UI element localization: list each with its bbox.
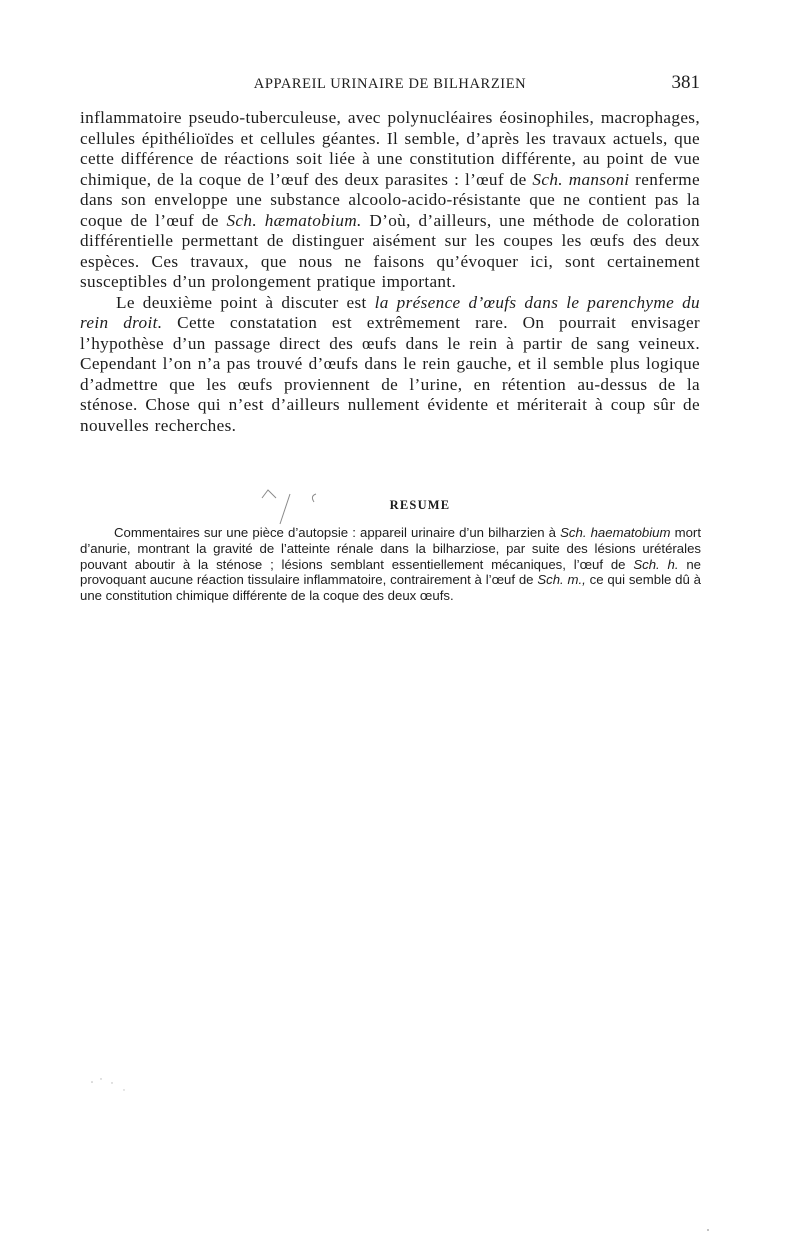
paragraph-1-italic-2: Sch. hæmatobium. bbox=[226, 210, 362, 230]
resume-summary bbox=[80, 525, 701, 604]
resume-text-1: Commentaires sur une pièce d’autopsie : appareil urinaire d’un bilharzien à bbox=[114, 525, 561, 540]
paragraph-1-text-2: renferme dans son enveloppe une substance alcoolo-acido-résistante que ne contient pas la coque de l’œuf de bbox=[80, 169, 700, 230]
running-head bbox=[80, 72, 700, 94]
paragraph-1-text-1: inflammatoire pseudo-tuberculeuse, avec polynucléaires éosinophiles, macrophages, cellules épithélioïdes et cellules géantes. Il semble, d’après les travaux actuels, que cette différence de réactions soit liée à une constitution différente, au point de vue chimique, de la coque de l’œuf des deux parasites : l’œuf de bbox=[80, 108, 700, 189]
speck bbox=[111, 1082, 112, 1083]
resume-heading: RESUME bbox=[389, 498, 451, 512]
speck bbox=[91, 1081, 93, 1083]
pencil-stroke-1 bbox=[262, 490, 276, 498]
speck bbox=[123, 1089, 124, 1090]
resume-text-3: ne provoquant aucune réaction tissulaire inflammatoire, contrairement à l’œuf de bbox=[80, 556, 701, 588]
paragraph-2-text-2: Cette constatation est extrêmement rare. On pourrait envisager l’hypothèse d’un passage direct des œufs dans le rein à partir de sang veineux. Cependant l’on n’a pas trouvé d’œufs dans le rein gauche, et il semble plus logique d’admettre que les œufs proviennent de l’urine, en rétention au-dessus de la sténose. Chose qui n’est d’ailleurs nullement évidente et mériterait à coup sûr de nouvelles recherches. bbox=[80, 313, 701, 435]
paragraph-2-text-1: Le deuxième point à discuter est bbox=[116, 292, 375, 312]
running-title: APPAREIL URINAIRE DE BILHARZIEN bbox=[253, 76, 527, 92]
page-number: 381 bbox=[671, 72, 700, 93]
body-text bbox=[80, 108, 700, 436]
resume-text-2: mort d’anurie, montrant la gravité de l’atteinte rénale dans la bilharziose, par suite des lésions urétérales pouvant aboutir à la sténose ; lésions semblant essentiellement mécaniques, l’œuf de bbox=[80, 525, 701, 572]
paragraph-2-italic-1: la présence d’œufs dans le parenchyme du rein droit. bbox=[80, 292, 700, 332]
paragraph-2 bbox=[80, 293, 700, 437]
speck bbox=[707, 1229, 709, 1231]
paragraph-1-italic-1: Sch. mansoni bbox=[532, 169, 630, 189]
resume-italic-2: Sch. h. bbox=[633, 556, 679, 572]
resume-text-4: ce qui semble dû à une constitution chimique différente de la coque des deux œufs. bbox=[80, 572, 701, 604]
resume-italic-1: Sch. haematobium bbox=[560, 525, 671, 540]
speck bbox=[100, 1078, 101, 1079]
resume-paragraph bbox=[80, 525, 701, 604]
paragraph-1 bbox=[80, 108, 700, 293]
paragraph-1-text-3: D’où, d’ailleurs, une méthode de coloration différentielle permettant de distinguer aisément sur les coupes les œufs des deux espèces. Ces travaux, que nous ne faisons qu’évoquer ici, sont certainement susceptibles d’un prolongement pratique important. bbox=[80, 210, 700, 291]
resume-italic-3: Sch. m., bbox=[537, 572, 586, 588]
